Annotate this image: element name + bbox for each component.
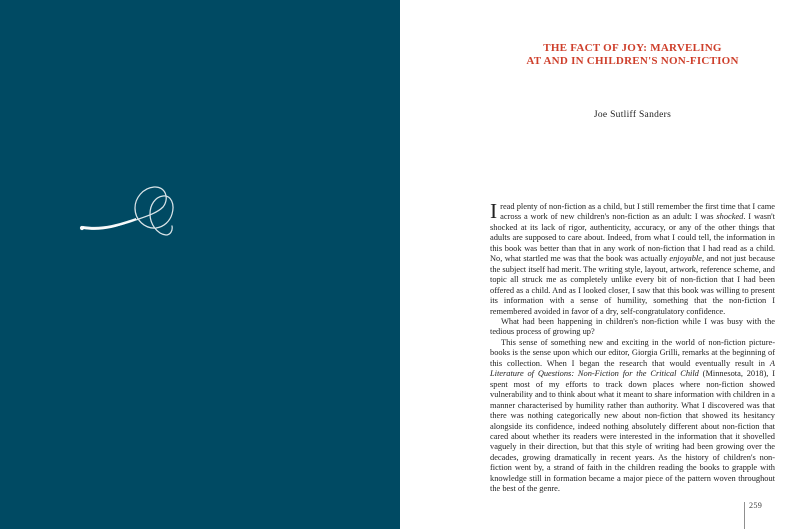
- article-title: [490, 42, 775, 68]
- text-run: (Minnesota, 2018), I spent most of my efforts to track down places where non-fiction showed vulnerability and to think about what it meant to share information with children in a manner characterised by humility rather than authority. What I discovered was that there was nothing categorically new about non-fiction that showed its hesitancy alongside its confidence, indeed nothing absolutely different about non-fiction that cared about whether its readers were interested in the information that it shovelled vaguely in their direction, but that this style of writing had been growing over the decades, growing dramatically in recent years. As the history of children's non-fiction went by, a strand of faith in the children reading the books to grapple with knowledge still in formation became a major piece of the pattern woven throughout the best of the genre.: [490, 369, 775, 494]
- text-run: What had been happening in children's non-fiction while I was busy with the tedious process of growing up?: [490, 316, 775, 337]
- text-run: This sense of something new and exciting in the world of non-fiction picture-books is the sense upon which our editor, Giorgia Grilli, remarks at the beginning of this collection. When I began the research that would eventually result in: [490, 337, 775, 368]
- body-paragraph: [490, 317, 775, 338]
- page-number-rule: [744, 502, 745, 529]
- body-paragraph: [490, 199, 775, 317]
- text-run: . I wasn't shocked at its lack of rigor, authenticity, accuracy, or any of the other things that adults are supposed to care about. Indeed, from what I could tell, the information in this book was better than that in any work of non-fiction that I had read as a child. No, what startled me was that the book was actually: [490, 212, 775, 264]
- text-run: read plenty of non-fiction as a child, but I still remember the first time that I came across a work of new children's non-fiction as an adult: I was: [500, 202, 775, 222]
- drop-cap: I: [490, 199, 498, 223]
- page-number: 259: [749, 501, 763, 510]
- italic-text-run: enjoyable: [669, 254, 702, 264]
- right-page: [400, 0, 800, 529]
- calligraphic-flourish-ornament: [60, 172, 190, 240]
- author-name: Joe Sutliff Sanders: [593, 110, 672, 120]
- italic-text-run: shocked: [716, 212, 744, 222]
- italic-text-run: A Literature of Questions: Non-Fiction for the Critical Child: [490, 358, 775, 379]
- article-title-line1: THE FACT OF JOY: MARVELING: [543, 42, 722, 54]
- article-title-line2: AT AND IN CHILDREN'S NON-FICTION: [526, 55, 739, 67]
- article-body: [490, 199, 775, 495]
- text-run: , and not just because the subject itself had merit. The writing style, layout, artwork, reference scheme, and topic all struck me as completely unlike every bit of non-fiction that I had been offered as a child. And as I looked closer, I saw that this book was willing to present its information with a sense of humility, something that the non-fiction I remembered avoided in favor of a dry, self-congratulatory confidence.: [490, 254, 775, 316]
- body-paragraph: [490, 338, 775, 495]
